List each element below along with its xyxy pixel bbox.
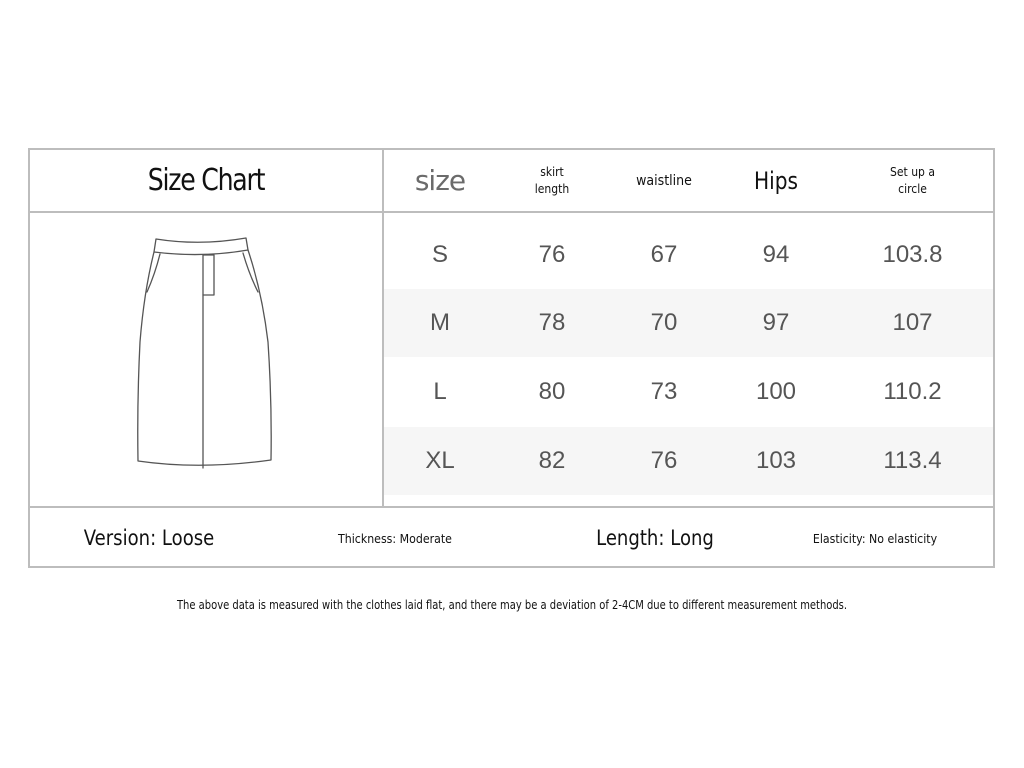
cell-size: M (430, 309, 450, 336)
header-skirt-length-line1: skirt (540, 164, 564, 179)
cell-skirt-length: 82 (538, 447, 566, 474)
cell-skirt-length: 78 (538, 309, 566, 336)
cell-hips: 103 (755, 447, 797, 474)
thickness-label: Thickness: Moderate (338, 530, 452, 546)
cell-setup: 103.8 (882, 241, 943, 268)
cell-setup: 110.2 (883, 378, 942, 405)
header-setup-circle (832, 150, 993, 211)
cell-size: XL (425, 447, 455, 474)
cell-skirt-length: 80 (538, 378, 566, 405)
header-size: size (414, 164, 466, 197)
cell-size: L (433, 378, 447, 405)
cell-waistline: 70 (650, 309, 678, 336)
header-skirt-length (496, 150, 608, 211)
header-skirt-length-line2: length (534, 181, 570, 196)
cell-waistline: 76 (650, 447, 678, 474)
measurement-note: The above data is measured with the clothes laid flat, and there may be a deviation of 2-4CM due to different measurement methods. (176, 598, 848, 612)
cell-hips: 100 (755, 378, 797, 405)
cell-setup: 113.4 (883, 447, 942, 474)
header-setup-line2: circle (898, 181, 927, 196)
cell-skirt-length: 76 (538, 241, 566, 268)
cell-setup: 107 (892, 309, 933, 336)
skirt-icon (130, 232, 280, 477)
version-label: Version: Loose (83, 526, 215, 550)
elasticity-label: Elasticity: No elasticity (812, 530, 938, 546)
cell-size: S (431, 241, 448, 268)
header-setup-line1: Set up a (890, 164, 935, 179)
cell-hips: 97 (762, 309, 790, 336)
cell-hips: 94 (762, 241, 790, 268)
header-divider (28, 211, 995, 213)
length-label: Length: Long (596, 526, 714, 550)
cell-waistline: 67 (650, 241, 678, 268)
header-hips: Hips (753, 166, 799, 195)
header-waistline: waistline (636, 172, 692, 189)
page-title: Size Chart (147, 163, 265, 198)
cell-waistline: 73 (650, 378, 678, 405)
